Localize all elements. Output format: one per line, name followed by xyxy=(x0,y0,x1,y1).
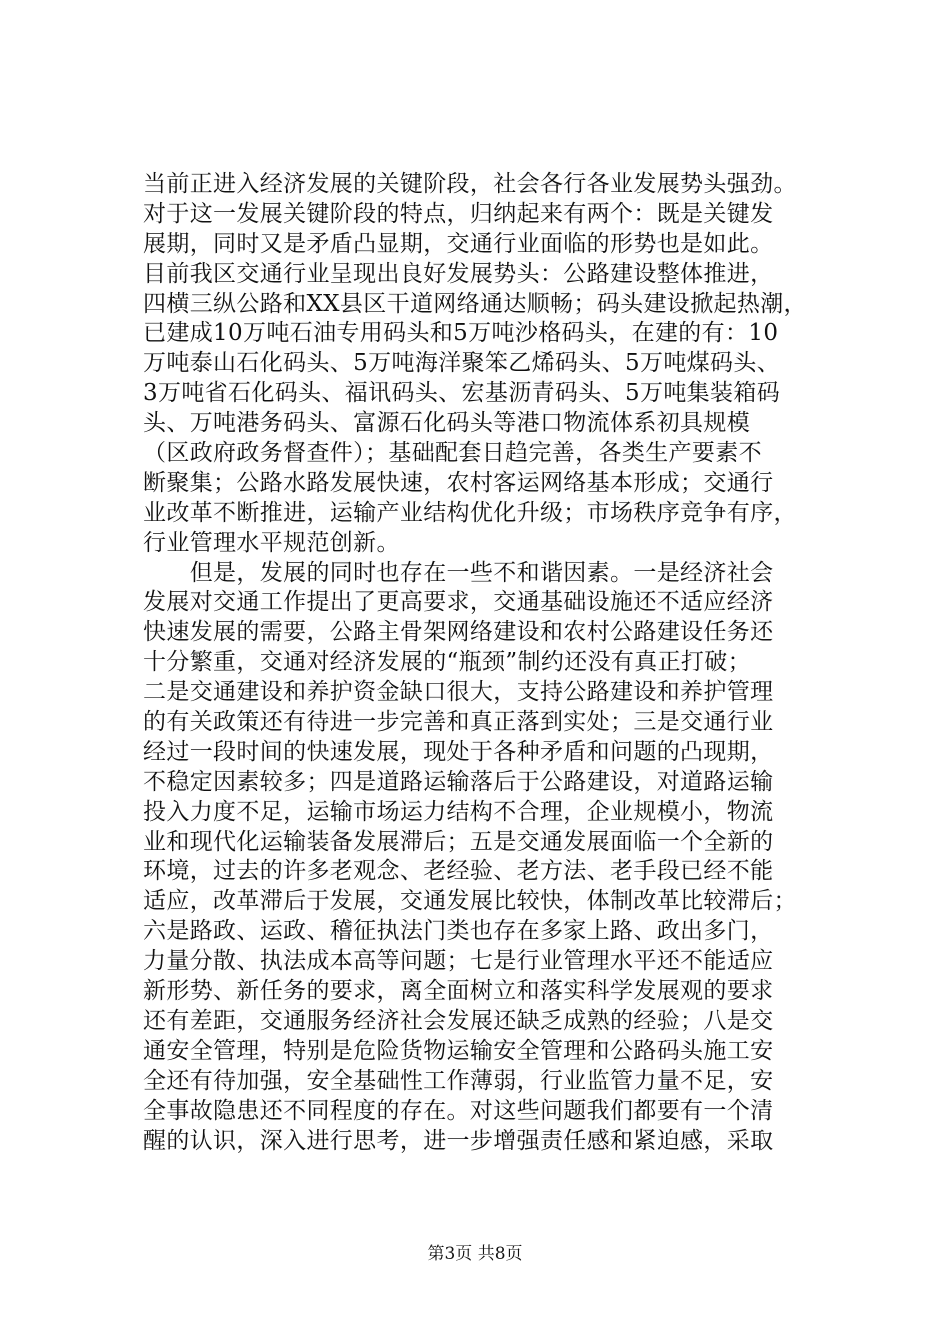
text-line: 还有差距，交通服务经济社会发展还缺乏成熟的经验；八是交 xyxy=(143,1007,774,1034)
text-line: 当前正进入经济发展的关键阶段，社会各行各业发展势头强劲。 xyxy=(143,171,797,197)
text-line: 发展对交通工作提出了更高要求，交通基础设施还不适应经济 xyxy=(143,589,774,616)
body-text xyxy=(143,170,843,1156)
text-line: 二是交通建设和养护资金缺口很大，支持公路建设和养护管理 xyxy=(143,679,774,706)
text-line: 3万吨省石化码头、福讯码头、宏基沥青码头、5万吨集装箱码 xyxy=(143,380,781,407)
text-line: 经过一段时间的快速发展，现处于各种矛盾和问题的凸现期， xyxy=(143,738,774,765)
text-line: 醒的认识，深入进行思考，进一步增强责任感和紧迫感，采取 xyxy=(143,1127,774,1154)
text-line: 环境，过去的许多老观念、老经验、老方法、老手段已经不能 xyxy=(143,858,774,885)
text-line: 行业管理水平规范创新。 xyxy=(143,529,400,556)
text-line: 通安全管理，特别是危险货物运输安全管理和公路码头施工安 xyxy=(143,1037,774,1064)
text-line: 业和现代化运输装备发展滞后；五是交通发展面临一个全新的 xyxy=(143,828,774,855)
text-line: 新形势、新任务的要求，离全面树立和落实科学发展观的要求 xyxy=(143,978,774,1005)
text-line: 全事故隐患还不同程度的存在。对这些问题我们都要有一个清 xyxy=(143,1097,774,1124)
text-line: 断聚集；公路水路发展快速，农村客运网络基本形成；交通行 xyxy=(143,469,774,496)
text-line: 不稳定因素较多；四是道路运输落后于公路建设，对道路运输 xyxy=(143,768,774,795)
text-line: 头、万吨港务码头、富源石化码头等港口物流体系初具规模 xyxy=(143,410,751,437)
text-line: 展期，同时又是矛盾凸显期，交通行业面临的形势也是如此。 xyxy=(143,230,774,257)
text-line: 六是路政、运政、稽征执法门类也存在多家上路、政出多门， xyxy=(143,918,774,945)
text-line: 投入力度不足，运输市场运力结构不合理，企业规模小，物流 xyxy=(143,798,774,825)
text-line: 十分繁重，交通对经济发展的“瓶颈”制约还没有真正打破； xyxy=(143,649,751,676)
text-line: 四横三纵公路和XX县区干道网络通达顺畅；码头建设掀起热潮， xyxy=(143,290,807,317)
text-line: （区政府政务督查件）；基础配套日趋完善，各类生产要素不 xyxy=(143,440,762,467)
text-line: 力量分散、执法成本高等问题；七是行业管理水平还不能适应 xyxy=(143,948,774,975)
text-line: 的有关政策还有待进一步完善和真正落到实处；三是交通行业 xyxy=(143,709,774,736)
text-line: 适应，改革滞后于发展，交通发展比较快，体制改革比较滞后； xyxy=(143,888,797,915)
text-line: 快速发展的需要，公路主骨架网络建设和农村公路建设任务还 xyxy=(143,619,774,646)
page-number-footer: 第3页 共8页 xyxy=(427,1244,523,1264)
text-line: 但是，发展的同时也存在一些不和谐因素。一是经济社会 xyxy=(143,559,774,586)
text-line: 万吨泰山石化码头、5万吨海洋聚笨乙烯码头、5万吨煤码头、 xyxy=(143,350,781,377)
text-line: 目前我区交通行业呈现出良好发展势头：公路建设整体推进， xyxy=(143,260,774,287)
text-line: 全还有待加强，安全基础性工作薄弱，行业监管力量不足，安 xyxy=(143,1067,774,1094)
text-line: 已建成10万吨石油专用码头和5万吨沙格码头，在建的有：10 xyxy=(143,320,779,347)
text-line: 对于这一发展关键阶段的特点，归纳起来有两个：既是关键发 xyxy=(143,200,774,227)
text-line: 业改革不断推进，运输产业结构优化升级；市场秩序竞争有序， xyxy=(143,499,797,526)
